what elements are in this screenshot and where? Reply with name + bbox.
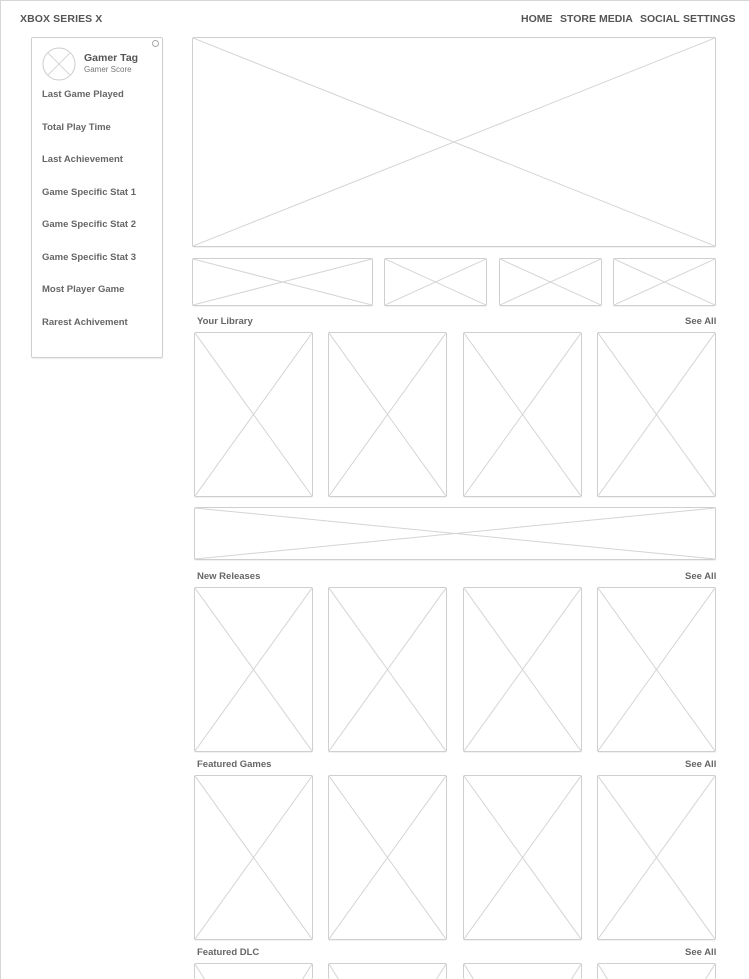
section-title-new-releases: New Releases: [197, 571, 261, 582]
image-placeholder-icon: [464, 964, 581, 979]
profile-card: [31, 37, 163, 358]
section-title-featured-games: Featured Games: [197, 759, 272, 770]
image-placeholder-icon: [329, 333, 446, 496]
image-placeholder-icon: [193, 38, 715, 246]
game-tile[interactable]: [597, 587, 716, 752]
image-placeholder-icon: [598, 333, 715, 496]
game-tile[interactable]: [194, 587, 313, 752]
avatar[interactable]: [42, 47, 76, 81]
image-placeholder-icon: [598, 588, 715, 751]
gamer-score: Gamer Score: [84, 65, 132, 74]
game-tile[interactable]: [328, 332, 447, 497]
gamer-tag: Gamer Tag: [84, 52, 139, 64]
stat-game-specific-1[interactable]: Game Specific Stat 1: [42, 187, 136, 198]
nav-home[interactable]: HOME: [521, 13, 553, 25]
section-title-library: Your Library: [197, 316, 253, 327]
game-tile[interactable]: [463, 775, 582, 940]
hero-banner[interactable]: [192, 37, 716, 247]
stat-rarest-achievement[interactable]: Rarest Achivement: [42, 317, 128, 328]
stat-game-specific-2[interactable]: Game Specific Stat 2: [42, 219, 136, 230]
image-placeholder-icon: [464, 776, 581, 939]
promo-banner[interactable]: [194, 507, 716, 560]
game-tile[interactable]: [328, 775, 447, 940]
game-tile[interactable]: [463, 332, 582, 497]
image-placeholder-icon: [464, 588, 581, 751]
see-all-library-link[interactable]: See All: [685, 316, 717, 327]
image-placeholder-icon: [329, 776, 446, 939]
image-placeholder-icon: [500, 259, 601, 305]
featured-thumbnail[interactable]: [499, 258, 602, 306]
featured-thumbnail[interactable]: [192, 258, 373, 306]
image-placeholder-icon: [195, 964, 312, 979]
section-title-featured-dlc: Featured DLC: [197, 947, 260, 958]
stat-most-played-game[interactable]: Most Player Game: [42, 284, 125, 295]
image-placeholder-icon: [195, 333, 312, 496]
stat-last-achievement[interactable]: Last Achievement: [42, 154, 123, 165]
image-placeholder-icon: [385, 259, 486, 305]
image-placeholder-icon: [598, 776, 715, 939]
brand-logo[interactable]: XBOX SERIES X: [20, 13, 103, 25]
featured-thumbnail[interactable]: [613, 258, 716, 306]
game-tile[interactable]: [597, 332, 716, 497]
game-tile[interactable]: [194, 963, 313, 979]
game-tile[interactable]: [597, 963, 716, 979]
game-tile[interactable]: [463, 587, 582, 752]
image-placeholder-icon: [329, 588, 446, 751]
image-placeholder-icon: [464, 333, 581, 496]
stat-last-game-played[interactable]: Last Game Played: [42, 89, 124, 100]
image-placeholder-icon: [195, 588, 312, 751]
status-radio[interactable]: [152, 40, 159, 47]
game-tile[interactable]: [463, 963, 582, 979]
image-placeholder-icon: [329, 964, 446, 979]
image-placeholder-icon: [195, 508, 715, 559]
game-tile[interactable]: [328, 963, 447, 979]
stat-game-specific-3[interactable]: Game Specific Stat 3: [42, 252, 136, 263]
featured-thumbnail[interactable]: [384, 258, 487, 306]
see-all-new-releases-link[interactable]: See All: [685, 571, 717, 582]
image-placeholder-icon: [195, 776, 312, 939]
nav-social[interactable]: SOCIAL: [640, 13, 680, 25]
game-tile[interactable]: [194, 332, 313, 497]
image-placeholder-icon: [598, 964, 715, 979]
game-tile[interactable]: [328, 587, 447, 752]
see-all-featured-dlc-link[interactable]: See All: [685, 947, 717, 958]
nav-store[interactable]: STORE: [560, 13, 596, 25]
game-tile[interactable]: [194, 775, 313, 940]
stat-total-play-time[interactable]: Total Play Time: [42, 122, 111, 133]
image-placeholder-icon: [614, 259, 715, 305]
image-placeholder-icon: [193, 259, 372, 305]
see-all-featured-games-link[interactable]: See All: [685, 759, 717, 770]
nav-settings[interactable]: SETTINGS: [683, 13, 736, 25]
nav-media[interactable]: MEDIA: [599, 13, 633, 25]
avatar-placeholder-icon: [42, 47, 76, 81]
game-tile[interactable]: [597, 775, 716, 940]
